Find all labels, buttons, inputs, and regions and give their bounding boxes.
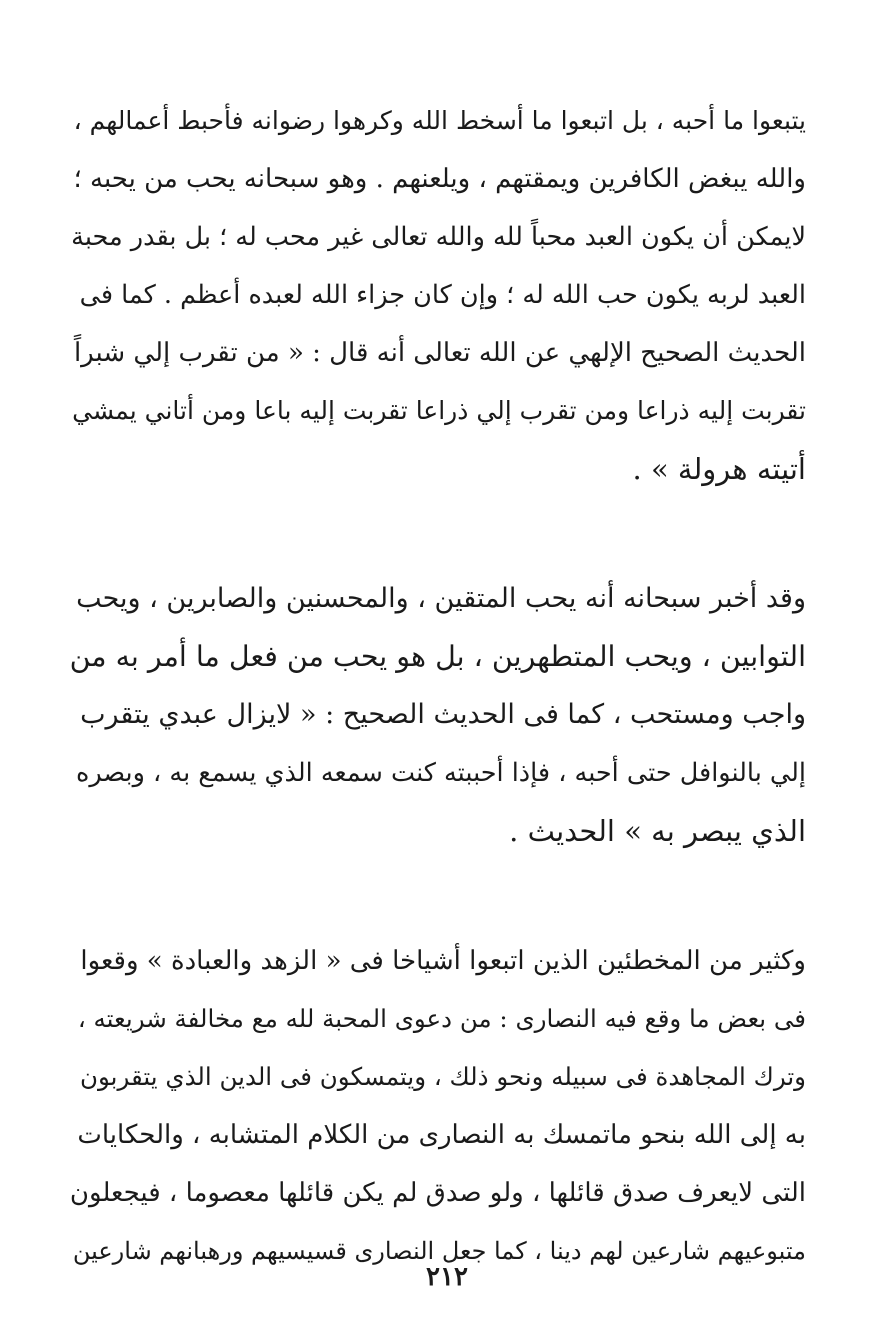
text-line: يتبعوا ما أحبه ، بل اتبعوا ما أسخط الله وكرهوا رضوانه فأحبط أعمالهم ،: [73, 106, 806, 135]
text-line: فى بعض ما وقع فيه النصارى : من دعوى المحبة لله مع مخالفة شريعته ،: [77, 1004, 806, 1033]
text-line: به إلى الله بنحو ماتمسك به النصارى من الكلام المتشابه ، والحكايات: [77, 1120, 806, 1150]
paragraph-1: [70, 92, 806, 498]
text-line: لايمكن أن يكون العبد محباً لله والله تعالى غير محب له ؛ بل بقدر محبة: [71, 222, 806, 252]
paragraph-3: [70, 932, 806, 1280]
paragraph-2: [70, 570, 806, 860]
text-line: متبوعيهم شارعين لهم دينا ، كما جعل النصارى قسيسيهم ورهبانهم شارعين: [72, 1237, 806, 1265]
text-line: التى لايعرف صدق قائلها ، ولو صدق لم يكن قائلها معصوما ، فيجعلون: [69, 1178, 806, 1208]
text-line: تقربت إليه ذراعا ومن تقرب إلي ذراعا تقربت إليه باعا ومن أتاني يمشي: [72, 396, 806, 425]
text-line: الذي يبصر به » الحديث .: [509, 814, 806, 848]
text-line: وترك المجاهدة فى سبيله ونحو ذلك ، ويتمسكون فى الدين الذي يتقربون: [80, 1062, 806, 1091]
text-line: وكثير من المخطئين الذين اتبعوا أشياخا فى « الزهد والعبادة » وقعوا: [80, 946, 806, 976]
page-number: ٢١٢: [426, 1262, 468, 1292]
text-line: والله يبغض الكافرين ويمقتهم ، ويلعنهم . وهو سبحانه يحب من يحبه ؛: [73, 164, 806, 194]
text-line: التوابين ، ويحب المتطهرين ، بل هو يحب من فعل ما أمر به من: [69, 640, 806, 673]
text-line: وقد أخبر سبحانه أنه يحب المتقين ، والمحسنين والصابرين ، ويحب: [76, 583, 806, 614]
text-line: أتيته هرولة » .: [632, 452, 806, 486]
text-line: إلي بالنوافل حتى أحبه ، فإذا أحببته كنت سمعه الذي يسمع به ، وبصره: [76, 758, 806, 788]
text-line: واجب ومستحب ، كما فى الحديث الصحيح : « لايزال عبدي يتقرب: [80, 699, 806, 730]
text-line: العبد لربه يكون حب الله له ؛ وإن كان جزاء الله لعبده أعظم . كما فى: [79, 280, 806, 310]
text-line: الحديث الصحيح الإلهي عن الله تعالى أنه قال : « من تقرب إلي شبراً: [73, 338, 806, 368]
